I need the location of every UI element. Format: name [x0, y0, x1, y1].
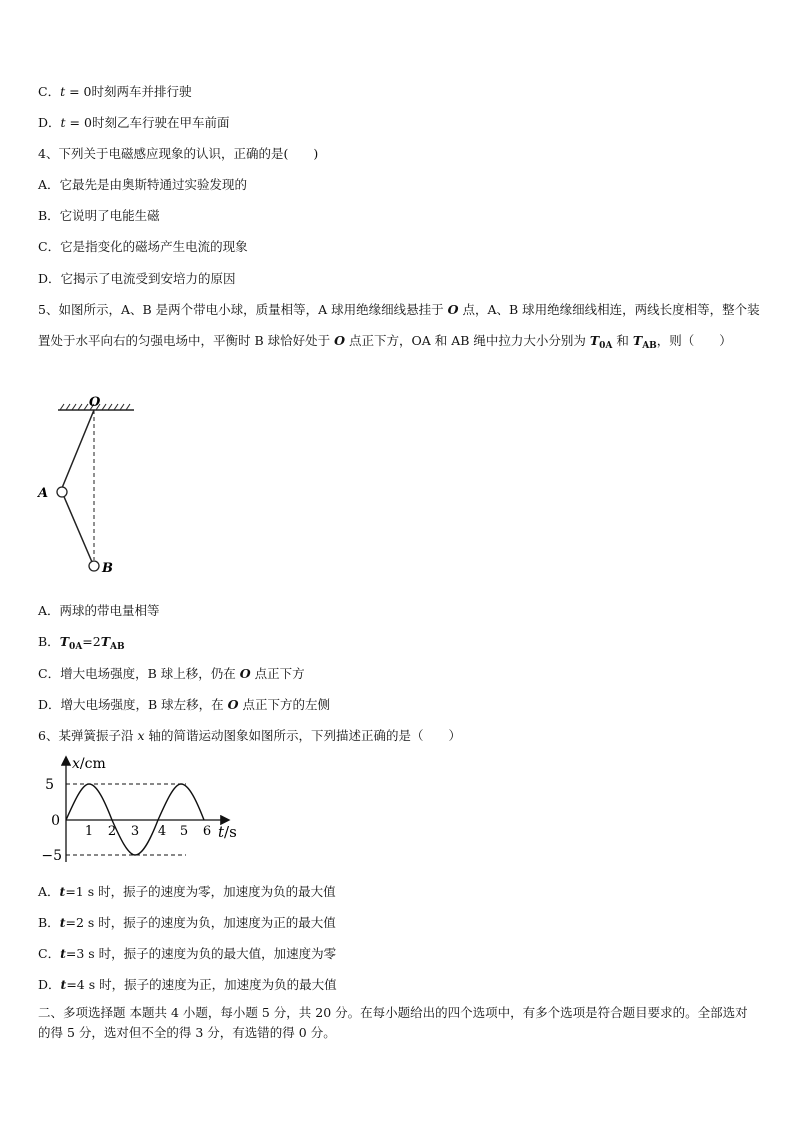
ball-a [57, 487, 67, 497]
option-c-q3: C．t = 0时刻两车并排行驶 [38, 84, 192, 99]
q4-stem: 4、下列关于电磁感应现象的认识，正确的是( ) [38, 146, 319, 161]
y-tick-neg5: −5 [41, 848, 62, 864]
option-d-q3: D．t = 0时刻乙车行驶在甲车前面 [38, 115, 230, 130]
label-o: O [89, 395, 101, 410]
x-tick-5: 5 [179, 824, 189, 839]
q5-pendulum-figure [30, 392, 140, 582]
svg-text:x/cm [72, 756, 106, 772]
x-axis-var: t [218, 823, 225, 841]
svg-text:t/s [218, 823, 237, 841]
q6-option-a: A．t=1 s 时，振子的速度为零，加速度为负的最大值 [38, 884, 336, 899]
q5-stem: 5、如图所示，A、B 是两个带电小球，质量相等，A 球用绝缘细线悬挂于 O 点，A、B 球用绝缘细线相连，两线长度相等，整个装置处于水平向右的匀强电场中，平衡时 B 球恰好处于 O 点正下方，OA 和 AB 绳中拉力大小分别为 $T_{0A}$ 和 $T_{AB}$，则（ ） [38, 302, 760, 351]
q6-sho-graph [38, 752, 253, 867]
q4-option-d: D．它揭示了电流受到安培力的原因 [38, 271, 236, 286]
q6-option-b: B．t=2 s 时，振子的速度为负，加速度为正的最大值 [38, 915, 336, 930]
y-tick-0: 0 [51, 813, 60, 829]
q4-option-b: B．它说明了电能生磁 [38, 208, 160, 223]
x-axis-unit: /s [224, 823, 237, 841]
x-tick-1: 1 [84, 824, 94, 839]
q6-stem: 6、某弹簧振子沿 x 轴的简谐运动图象如图所示，下列描述正确的是（ ） [38, 728, 461, 743]
q4-option-c: C．它是指变化的磁场产生电流的现象 [38, 239, 248, 254]
q5-option-b: B．$T_{0A}=2T_{AB}$ [38, 634, 125, 652]
x-tick-6: 6 [202, 824, 212, 839]
label-a: A [38, 486, 49, 501]
y-axis-unit: /cm [79, 756, 106, 772]
section-2-instructions: 二、多项选择题 本题共 4 小题，每小题 5 分，共 20 分。在每小题给出的四个选项中，有多个选项是符合题目要求的。全部选对的得 5 分，选对但不全的得 3 分，有选错的得 0 分。 [38, 1005, 748, 1040]
label-b: B [102, 561, 113, 576]
q6-option-c: C．t=3 s 时，振子的速度为负的最大值，加速度为零 [38, 946, 337, 961]
y-tick-5: 5 [45, 777, 54, 793]
q4-option-a: A．它最先是由奥斯特通过实验发现的 [38, 177, 248, 192]
q5-option-c: C．增大电场强度，B 球上移，仍在 O 点正下方 [38, 666, 305, 681]
x-tick-2: 2 [107, 824, 117, 839]
x-tick-3: 3 [130, 824, 140, 839]
x-tick-4: 4 [157, 824, 167, 839]
q5-option-d: D．增大电场强度，B 球左移，在 O 点正下方的左侧 [38, 697, 331, 712]
q5-option-a: A．两球的带电量相等 [38, 603, 160, 618]
y-axis-var: x [72, 756, 80, 772]
ball-b [89, 561, 99, 571]
q6-option-d: D．t=4 s 时，振子的速度为正，加速度为负的最大值 [38, 977, 337, 992]
